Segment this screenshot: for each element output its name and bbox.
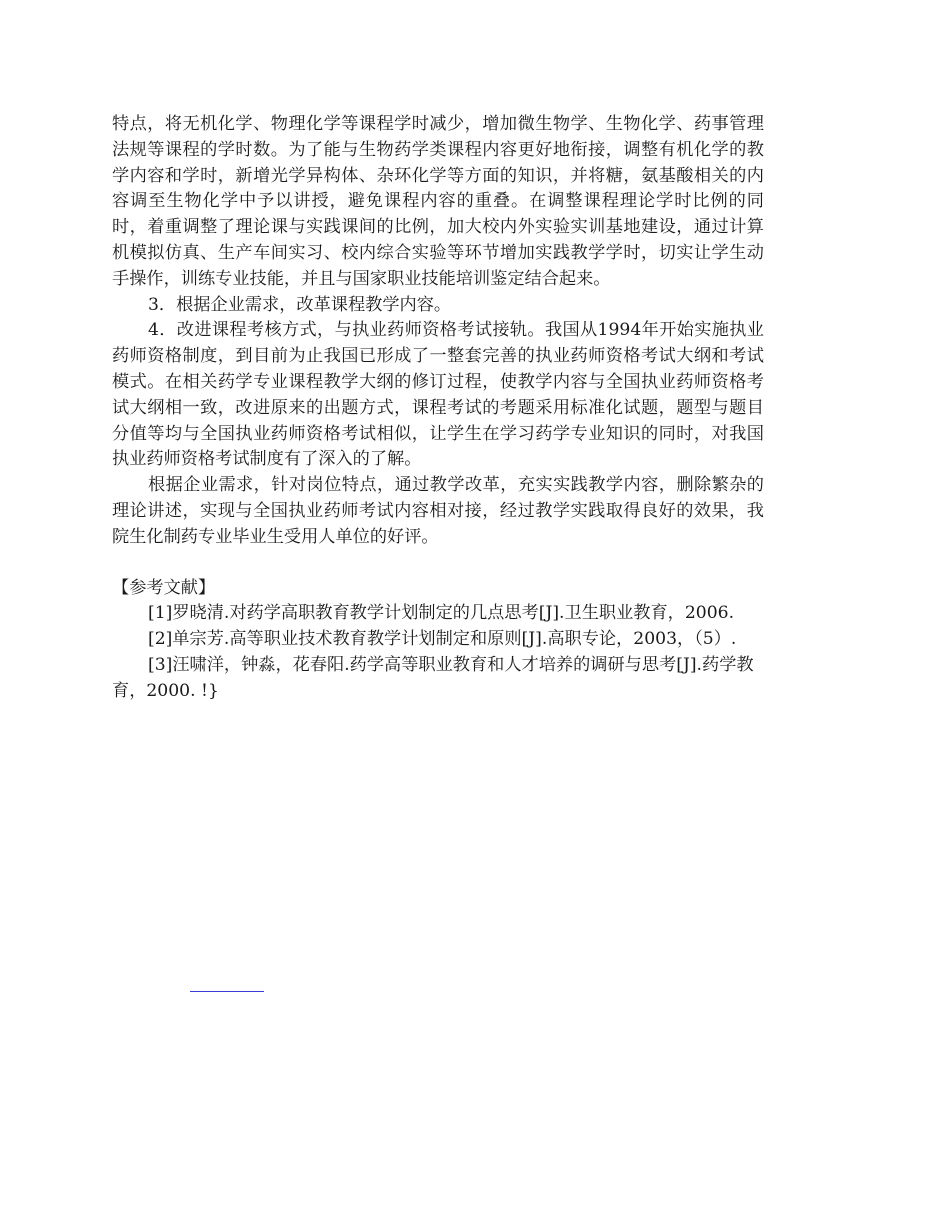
body-paragraph-item-3: 3．根据企业需求，改革课程教学内容。 bbox=[148, 294, 452, 315]
reference-item-3: [3]汪啸洋，钟淼，花春阳.药学高等职业教育和人才培养的调研与思考[J].药学教育，2000. !} bbox=[112, 654, 754, 701]
body-paragraph-item-4: 4．改进课程考核方式，与执业药师资格考试接轨。我国从1994年开始实施执业药师资格制度，到目前为止我国已形成了一整套完善的执业药师资格考试大纲和考试模式。在相关药学专业课程教学大纲的修订过程，使教学内容与全国执业药师资格考试大纲相一致，改进原来的出题方式，课程考试的考题采用标准化试题，题型与题目分值等均与全国执业药师资格考试相似，让学生在学习药学专业知识的同时，对我国执业药师资格考试制度有了深入的了解。 bbox=[112, 320, 764, 470]
body-paragraph-conclusion: 根据企业需求，针对岗位特点，通过教学改革，充实实践教学内容，删除繁杂的理论讲述，实现与全国执业药师考试内容相对接，经过教学实践取得良好的效果，我院生化制药专业毕业生受用人单位的好评。 bbox=[112, 475, 764, 547]
document-page bbox=[112, 112, 764, 705]
reference-item-2: [2]单宗芳.高等职业技术教育教学计划制定和原则[J].高职专论，2003，（5）. bbox=[148, 629, 737, 650]
hyperlink-underline[interactable] bbox=[190, 991, 264, 992]
references-heading: 【参考文献】 bbox=[112, 577, 216, 598]
reference-item-1: [1]罗晓清.对药学高职教育教学计划制定的几点思考[J].卫生职业教育，2006. bbox=[148, 603, 735, 624]
body-paragraph-curriculum: 特点，将无机化学、物理化学等课程学时减少，增加微生物学、生物化学、药事管理法规等课程的学时数。为了能与生物药学类课程内容更好地衔接，调整有机化学的教学内容和学时，新增光学异构体、杂环化学等方面的知识，并将糖，氨基酸相关的内容调至生物化学中予以讲授，避免课程内容的重叠。在调整课程理论学时比例的同时，着重调整了理论课与实践课间的比例，加大校内外实验实训基地建设，通过计算机模拟仿真、生产车间实习、校内综合实验等环节增加实践教学学时，切实让学生动手操作，训练专业技能，并且与国家职业技能培训鉴定结合起来。 bbox=[112, 114, 764, 289]
